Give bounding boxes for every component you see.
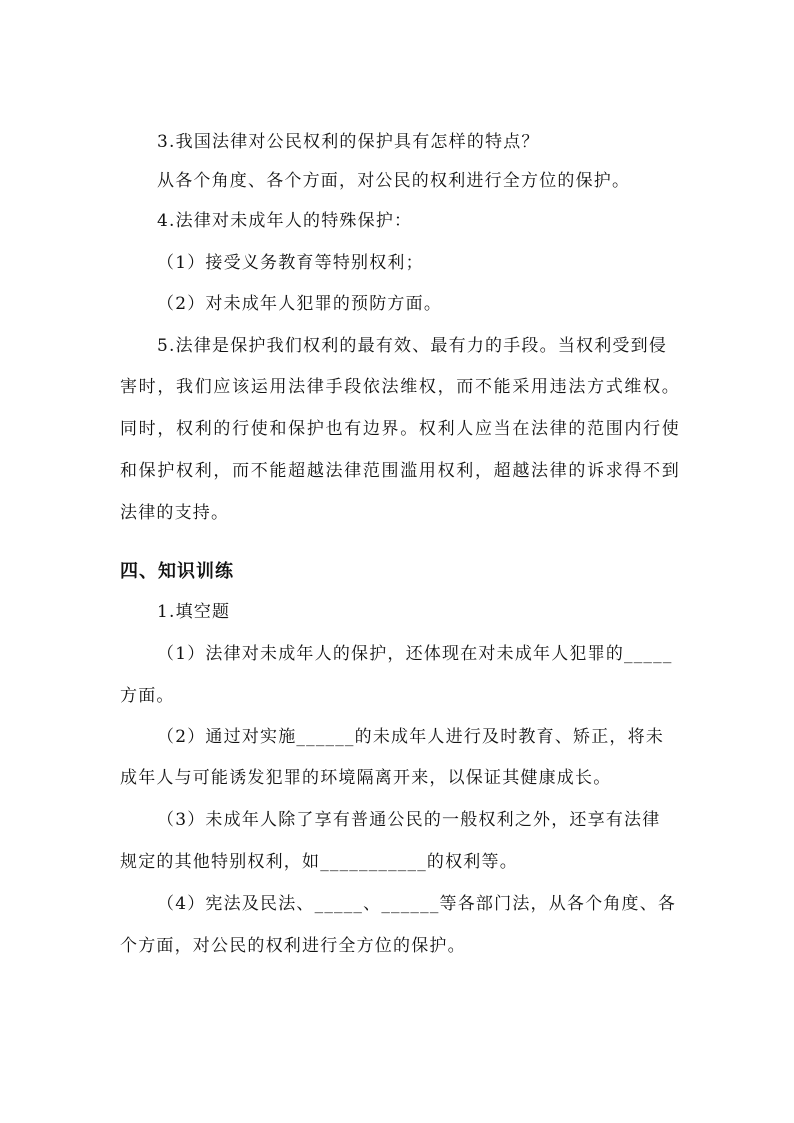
fill-2-line-1: （2）通过对实施______的未成年人进行及时教育、矫正，将未 (157, 727, 665, 747)
question-3-answer: 从各个角度、各个方面，对公民的权利进行全方位的保护。 (157, 171, 631, 191)
question-4-item-2: （2）对未成年人犯罪的预防方面。 (157, 294, 443, 314)
fill-3-line-1: （3）未成年人除了享有普通公民的一般权利之外，还享有法律 (157, 810, 661, 830)
fill-3-line-2: 规定的其他特别权利，如___________的权利等。 (120, 852, 518, 872)
question-4-title: 4.法律对未成年人的特殊保护： (157, 211, 413, 231)
fill-4-line-2: 个方面，对公民的权利进行全方位的保护。 (120, 936, 466, 956)
fill-in-title: 1.填空题 (157, 602, 231, 622)
question-5-line-5: 法律的支持。 (120, 503, 230, 523)
fill-2-line-2: 成年人与可能诱发犯罪的环境隔离开来，以保证其健康成长。 (120, 768, 612, 788)
question-4-item-1: （1）接受义务教育等特别权利； (157, 253, 424, 273)
question-5-line-3: 同时，权利的行使和保护也有边界。权利人应当在法律的范围内行使 (120, 419, 680, 439)
fill-4-line-1: （4）宪法及民法、_____、______等各部门法，从各个角度、各 (157, 894, 677, 914)
fill-1-line-2: 方面。 (120, 686, 175, 706)
question-5-line-4: 和保护权利，而不能超越法律范围滥用权利，超越法律的诉求得不到 (120, 461, 680, 481)
section-4-heading: 四、知识训练 (120, 561, 234, 582)
fill-1-line-1: （1）法律对未成年人的保护，还体现在对未成年人犯罪的_____ (157, 644, 673, 664)
question-3-title: 3.我国法律对公民权利的保护具有怎样的特点？ (157, 132, 540, 152)
question-5-line-1: 5.法律是保护我们权利的最有效、最有力的手段。当权利受到侵 (157, 336, 668, 356)
question-5-line-2: 害时，我们应该运用法律手段依法维权，而不能采用违法方式维权。 (120, 377, 680, 397)
